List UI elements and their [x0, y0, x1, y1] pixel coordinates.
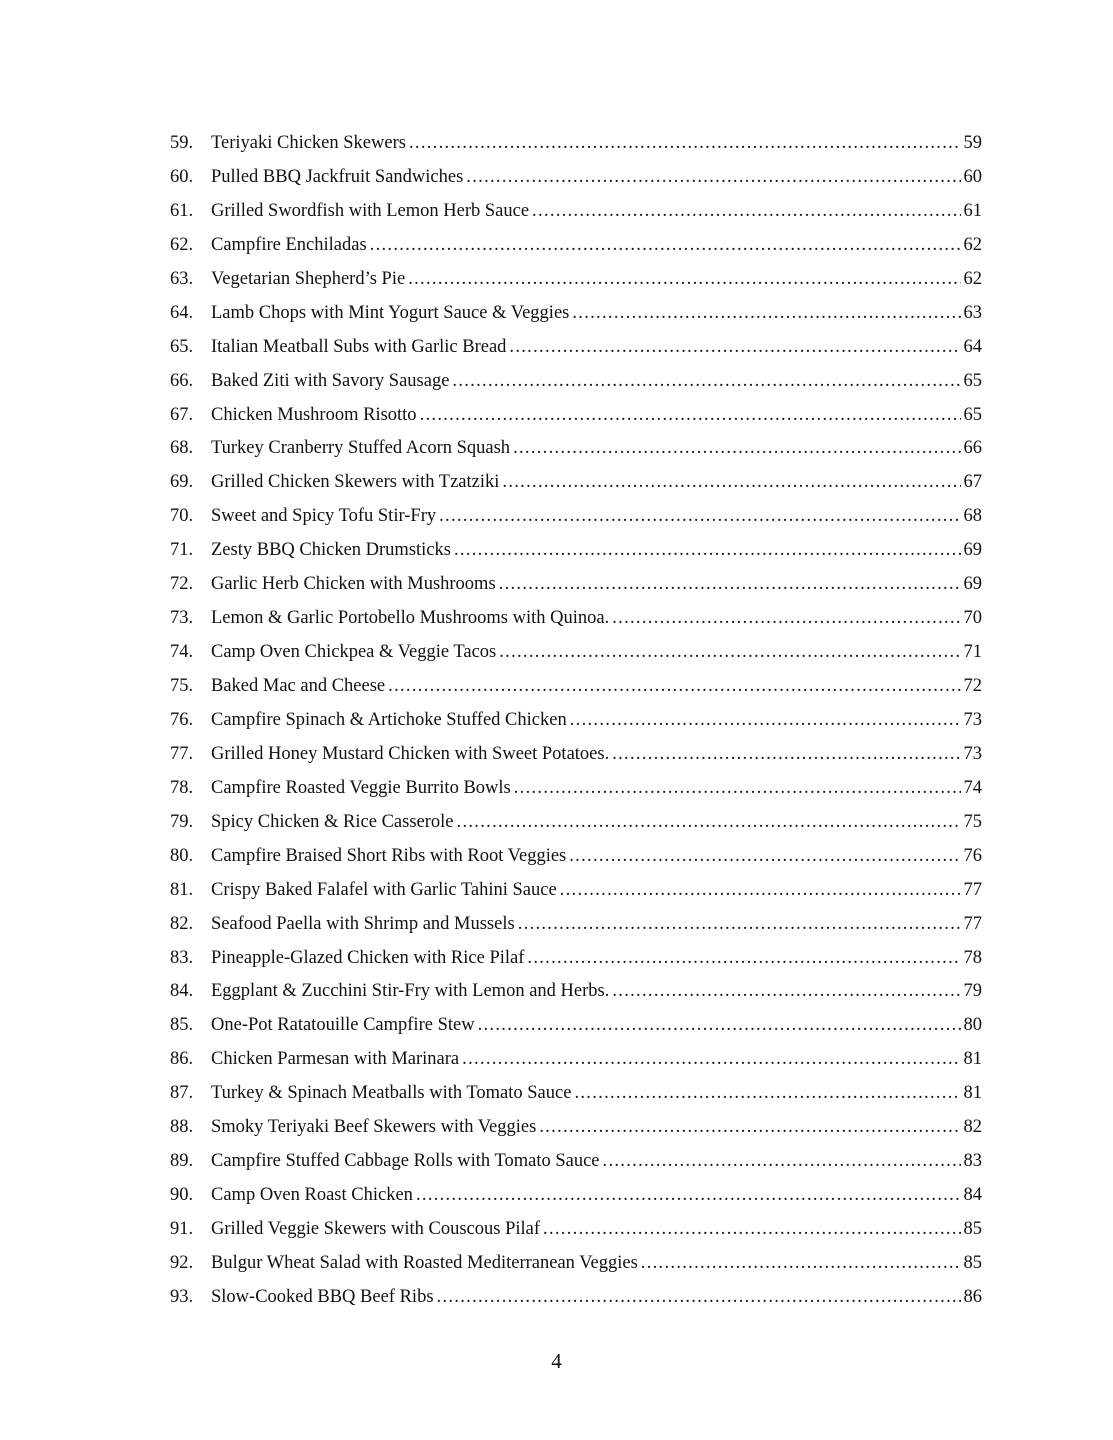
- dot-leader: [457, 806, 961, 840]
- dot-leader: [612, 738, 960, 772]
- toc-entry-number: 79.: [170, 811, 194, 832]
- page-number: 4: [551, 1349, 562, 1373]
- toc-entry: [170, 399, 982, 433]
- toc-entry-title: Baked Ziti with Savory Sausage: [211, 370, 450, 391]
- toc-entry-page: 72: [963, 676, 982, 696]
- dot-leader: [641, 1247, 961, 1281]
- toc-entry-page: 69: [963, 540, 982, 561]
- toc-entry-page: 65: [963, 404, 982, 425]
- toc-entry-title: Garlic Herb Chicken with Mushrooms: [211, 574, 496, 595]
- dot-leader: [514, 772, 961, 806]
- dot-leader: [560, 874, 961, 908]
- toc-entry-page: 80: [963, 1015, 982, 1036]
- dot-leader: [416, 1179, 961, 1213]
- toc-entry: [170, 975, 982, 1009]
- toc-entry: [170, 738, 982, 772]
- toc-entry-title: Campfire Enchiladas: [211, 234, 367, 255]
- toc-entry-number: 64.: [170, 302, 194, 323]
- toc-entry-page: 81: [963, 1049, 982, 1070]
- toc-entry-number: 73.: [170, 608, 194, 629]
- toc-entry-number: 90.: [170, 1185, 194, 1206]
- toc-entry-number: 68.: [170, 438, 194, 459]
- toc-entry-title: Grilled Veggie Skewers with Couscous Pilaf: [211, 1219, 541, 1239]
- toc-entry-title: Smoky Teriyaki Beef Skewers with Veggies: [211, 1117, 537, 1138]
- toc-entry-page: 78: [963, 947, 982, 968]
- toc-entry: [170, 602, 982, 636]
- toc-entry-title: Lamb Chops with Mint Yogurt Sauce & Veggies: [211, 302, 570, 323]
- toc-entry-number: 63.: [170, 268, 194, 289]
- toc-entry-title: Turkey & Spinach Meatballs with Tomato Sauce: [211, 1083, 572, 1104]
- toc-entry-page: 79: [963, 981, 982, 1002]
- toc-entry-page: 74: [963, 777, 982, 798]
- toc-entry-page: 77: [963, 879, 982, 900]
- toc-entry-title: Campfire Spinach & Artichoke Stuffed Chicken: [211, 709, 567, 730]
- toc-entry-page: 85: [963, 1219, 982, 1239]
- dot-leader: [532, 195, 960, 229]
- toc-entry-page: 67: [963, 472, 982, 493]
- toc-entry-number: 59.: [170, 133, 194, 153]
- toc-entry: [170, 263, 982, 297]
- toc-entry-page: 64: [963, 336, 982, 357]
- toc-entry-title: Chicken Parmesan with Marinara: [211, 1049, 460, 1070]
- toc-entry: [170, 500, 982, 534]
- toc-entry-number: 69.: [170, 472, 194, 493]
- toc-entry-number: 83.: [170, 947, 194, 968]
- toc-entry-number: 85.: [170, 1015, 194, 1036]
- toc-entry-page: 73: [963, 709, 982, 730]
- toc-entry-number: 60.: [170, 166, 194, 187]
- toc-entry-number: 65.: [170, 336, 194, 357]
- toc-entry: [170, 127, 982, 161]
- toc-entry: [170, 670, 982, 704]
- toc-entry-title: Turkey Cranberry Stuffed Acorn Squash: [211, 438, 511, 459]
- toc-entry-page: 70: [963, 608, 982, 629]
- toc-entry-title: Camp Oven Chickpea & Veggie Tacos: [211, 642, 497, 663]
- dot-leader: [409, 127, 961, 161]
- dot-leader: [437, 1281, 961, 1315]
- toc-entry-number: 74.: [170, 642, 194, 663]
- toc-entry: [170, 195, 982, 229]
- dot-leader: [466, 161, 960, 195]
- toc-entry: [170, 636, 982, 670]
- dot-leader: [478, 1009, 961, 1043]
- toc-entry-page: 86: [963, 1286, 982, 1307]
- toc-entry: [170, 568, 982, 602]
- toc-entry-page: 75: [963, 811, 982, 832]
- toc-entry-number: 77.: [170, 743, 194, 764]
- toc-entry-title: Zesty BBQ Chicken Drumsticks: [211, 540, 451, 561]
- toc-entry: [170, 1009, 982, 1043]
- toc-entry-page: 66: [963, 438, 982, 459]
- toc-entry: [170, 466, 982, 500]
- dot-leader: [388, 670, 960, 704]
- toc-entry: [170, 704, 982, 738]
- toc-entry: [170, 874, 982, 908]
- toc-entry-number: 88.: [170, 1117, 194, 1138]
- toc-entry: [170, 331, 982, 365]
- dot-leader: [439, 500, 960, 534]
- table-of-contents: [170, 127, 982, 1315]
- toc-entry-title: Pineapple-Glazed Chicken with Rice Pilaf: [211, 947, 525, 968]
- toc-entry: [170, 297, 982, 331]
- toc-entry-title: Lemon & Garlic Portobello Mushrooms with Quinoa.: [211, 608, 610, 629]
- toc-entry-title: Eggplant & Zucchini Stir-Fry with Lemon and Herbs.: [211, 981, 610, 1002]
- dot-leader: [603, 1145, 961, 1179]
- toc-entry-number: 86.: [170, 1049, 194, 1070]
- toc-entry-page: 77: [963, 913, 982, 934]
- toc-entry-number: 80.: [170, 845, 194, 866]
- toc-entry-number: 92.: [170, 1252, 194, 1273]
- toc-entry-number: 67.: [170, 404, 194, 425]
- dot-leader: [509, 331, 960, 365]
- toc-entry-page: 84: [963, 1185, 982, 1206]
- toc-entry: [170, 806, 982, 840]
- toc-entry: [170, 1111, 982, 1145]
- dot-leader: [574, 1077, 960, 1111]
- dot-leader: [454, 534, 961, 568]
- toc-entry: [170, 365, 982, 399]
- toc-entry-title: Bulgur Wheat Salad with Roasted Mediterranean Veggies: [211, 1252, 638, 1273]
- dot-leader: [612, 975, 960, 1009]
- dot-leader: [539, 1111, 960, 1145]
- toc-entry-title: Pulled BBQ Jackfruit Sandwiches: [211, 166, 464, 187]
- toc-entry: [170, 942, 982, 976]
- dot-leader: [513, 432, 960, 466]
- toc-entry: [170, 1179, 982, 1213]
- toc-entry: [170, 1281, 982, 1315]
- dot-leader: [518, 908, 961, 942]
- dot-leader: [569, 840, 960, 874]
- toc-entry-title: Teriyaki Chicken Skewers: [211, 133, 406, 153]
- toc-entry: [170, 161, 982, 195]
- toc-entry-number: 70.: [170, 506, 194, 527]
- toc-entry: [170, 908, 982, 942]
- toc-entry-number: 93.: [170, 1286, 194, 1307]
- toc-entry: [170, 229, 982, 263]
- toc-entry-number: 76.: [170, 709, 194, 730]
- toc-entry: [170, 1247, 982, 1281]
- toc-entry-title: Grilled Chicken Skewers with Tzatziki: [211, 472, 500, 493]
- toc-entry-page: 73: [963, 743, 982, 764]
- toc-entry-page: 59: [963, 133, 982, 153]
- toc-entry-title: Crispy Baked Falafel with Garlic Tahini Sauce: [211, 879, 557, 900]
- dot-leader: [370, 229, 961, 263]
- toc-entry-title: Baked Mac and Cheese: [211, 676, 386, 696]
- toc-entry: [170, 772, 982, 806]
- toc-entry-page: 71: [963, 642, 982, 663]
- toc-entry: [170, 1145, 982, 1179]
- toc-entry-number: 87.: [170, 1083, 194, 1104]
- dot-leader: [408, 263, 960, 297]
- toc-entry-page: 69: [963, 574, 982, 595]
- toc-entry-title: Spicy Chicken & Rice Casserole: [211, 811, 454, 832]
- toc-entry-page: 63: [963, 302, 982, 323]
- dot-leader: [420, 399, 961, 433]
- toc-entry-page: 82: [963, 1117, 982, 1138]
- dot-leader: [527, 942, 960, 976]
- toc-entry: [170, 840, 982, 874]
- dot-leader: [499, 568, 961, 602]
- toc-entry-number: 62.: [170, 234, 194, 255]
- toc-entry-title: Campfire Stuffed Cabbage Rolls with Tomato Sauce: [211, 1151, 600, 1172]
- toc-entry-title: One-Pot Ratatouille Campfire Stew: [211, 1015, 475, 1036]
- dot-leader: [543, 1213, 960, 1247]
- toc-entry-number: 84.: [170, 981, 194, 1002]
- toc-entry-page: 76: [963, 845, 982, 866]
- dot-leader: [570, 704, 961, 738]
- toc-entry-number: 66.: [170, 370, 194, 391]
- toc-entry-title: Sweet and Spicy Tofu Stir-Fry: [211, 506, 437, 527]
- toc-entry-number: 82.: [170, 913, 194, 934]
- toc-entry: [170, 1043, 982, 1077]
- dot-leader: [612, 602, 960, 636]
- toc-entry-title: Slow-Cooked BBQ Beef Ribs: [211, 1286, 434, 1307]
- dot-leader: [572, 297, 960, 331]
- toc-entry-title: Campfire Roasted Veggie Burrito Bowls: [211, 777, 511, 798]
- toc-entry-title: Camp Oven Roast Chicken: [211, 1185, 413, 1206]
- toc-entry-title: Vegetarian Shepherd’s Pie: [211, 268, 406, 289]
- toc-entry: [170, 1077, 982, 1111]
- dot-leader: [502, 466, 960, 500]
- toc-entry-page: 60: [963, 166, 982, 187]
- toc-entry-number: 61.: [170, 200, 194, 221]
- dot-leader: [499, 636, 960, 670]
- toc-entry-page: 83: [963, 1151, 982, 1172]
- toc-entry-page: 81: [963, 1083, 982, 1104]
- toc-entry-title: Campfire Braised Short Ribs with Root Veggies: [211, 845, 567, 866]
- toc-entry-number: 75.: [170, 676, 194, 696]
- toc-entry-page: 85: [963, 1252, 982, 1273]
- toc-entry-title: Chicken Mushroom Risotto: [211, 404, 417, 425]
- dot-leader: [452, 365, 960, 399]
- toc-entry-page: 62: [963, 234, 982, 255]
- toc-entry-number: 71.: [170, 540, 194, 561]
- toc-entry-title: Grilled Swordfish with Lemon Herb Sauce: [211, 200, 530, 221]
- toc-entry-page: 62: [963, 268, 982, 289]
- toc-entry-title: Grilled Honey Mustard Chicken with Sweet Potatoes.: [211, 743, 610, 764]
- toc-entry-page: 65: [963, 370, 982, 391]
- toc-entry: [170, 432, 982, 466]
- toc-entry-page: 61: [963, 200, 982, 221]
- toc-entry-number: 78.: [170, 777, 194, 798]
- toc-entry-number: 91.: [170, 1219, 194, 1239]
- toc-entry-number: 89.: [170, 1151, 194, 1172]
- toc-entry-title: Seafood Paella with Shrimp and Mussels: [211, 913, 515, 934]
- toc-entry: [170, 534, 982, 568]
- toc-entry-title: Italian Meatball Subs with Garlic Bread: [211, 336, 507, 357]
- toc-entry: [170, 1213, 982, 1247]
- dot-leader: [462, 1043, 960, 1077]
- toc-entry-page: 68: [963, 506, 982, 527]
- toc-entry-number: 81.: [170, 879, 194, 900]
- toc-entry-number: 72.: [170, 574, 194, 595]
